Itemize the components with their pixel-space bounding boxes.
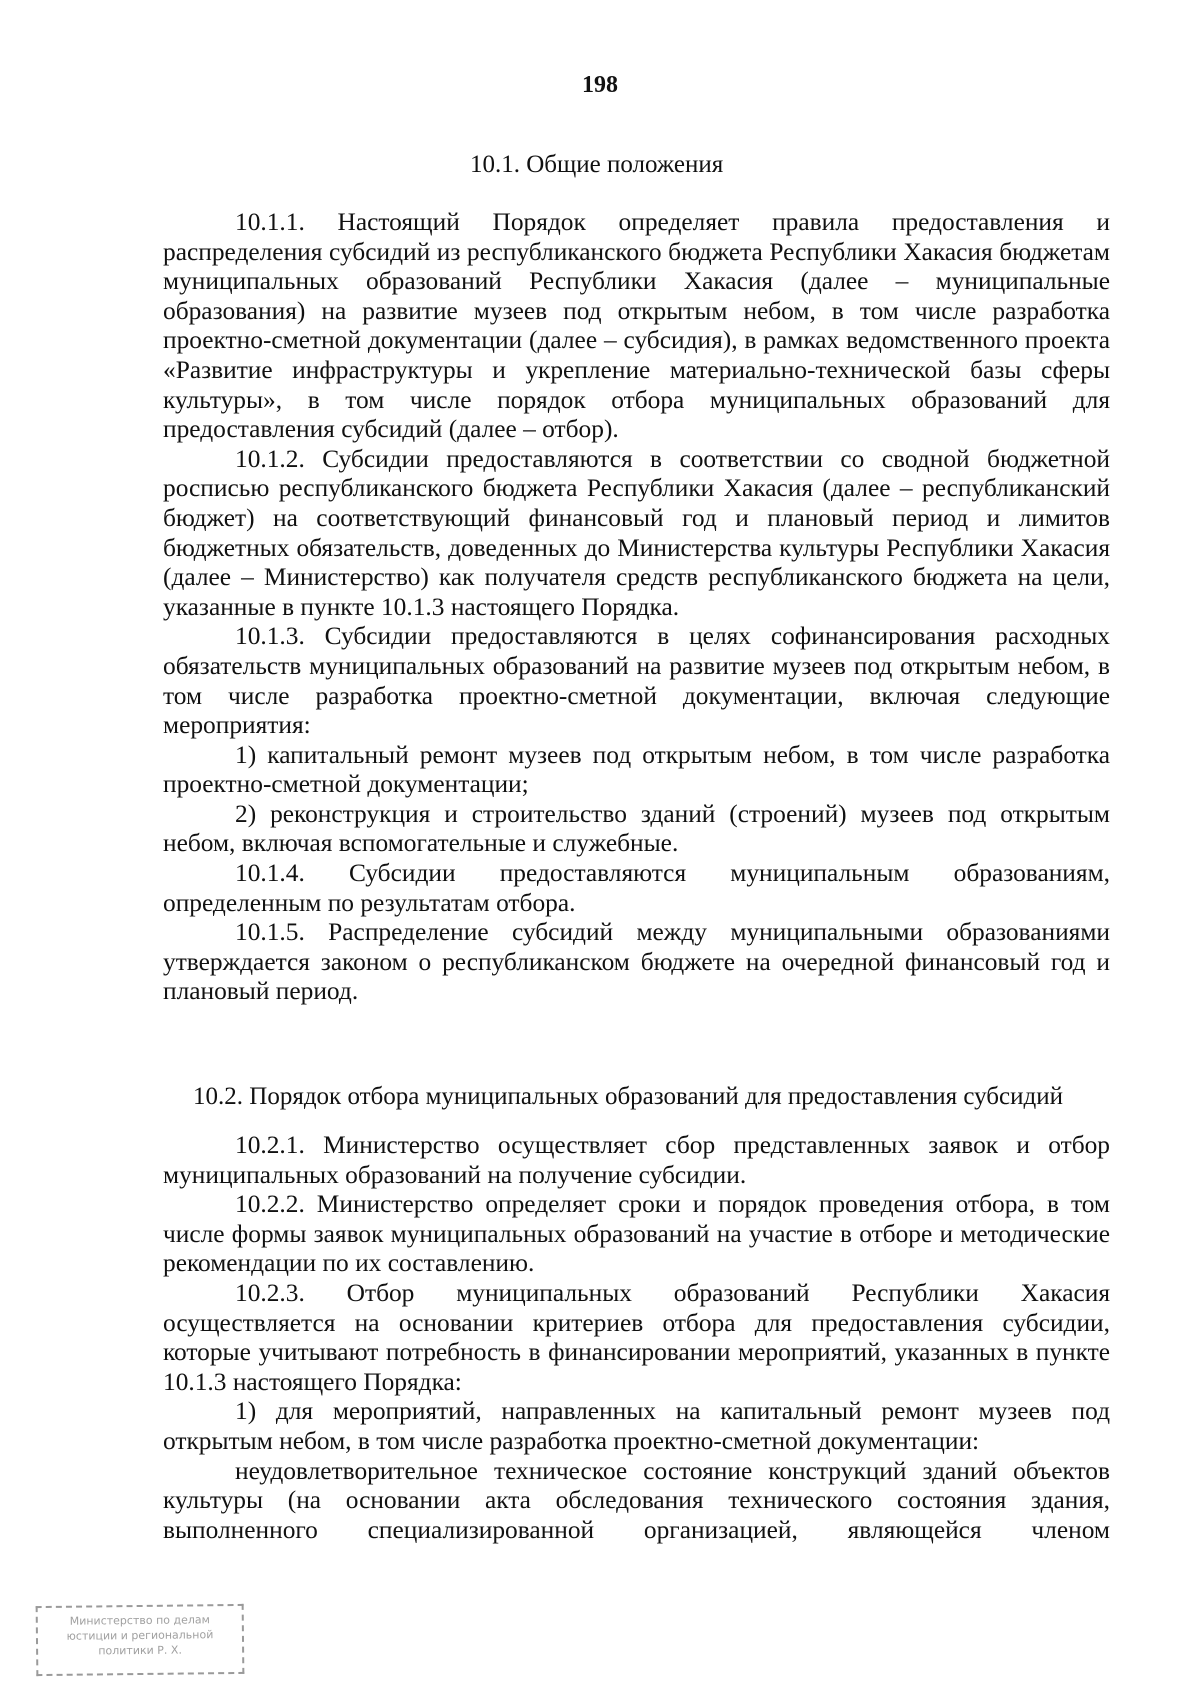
- list-item-reconstruction: 2) реконструкция и строительство зданий (строений) музеев под открытым небом, включая вспомогательные и служебные.: [163, 799, 1110, 858]
- list-item-capital-repair: 1) капитальный ремонт музеев под открытым небом, в том числе разработка проектно-сметной документации;: [163, 740, 1110, 799]
- paragraph-10-1-4: 10.1.4. Субсидии предоставляются муниципальным образованиям, определенным по результатам отбора.: [163, 859, 1110, 917]
- registration-stamp: [36, 1604, 245, 1676]
- paragraph-10-1-1: 10.1.1. Настоящий Порядок определяет правила предоставления и распределения субсидий из республиканского бюджета Республики Хакасия бюджетам муниципальных образований Республики Хакасия (далее – муниципальные образования) на развитие музеев под открытым небом, в том числе разработка проектно-сметной документации (далее – субсидия), в рамках ведомственного проекта «Развитие инфраструктуры и укрепление материально-технической базы сферы культуры», в том числе порядок отбора муниципальных образований для предоставления субсидий (далее – отбор).: [163, 208, 1110, 444]
- criterion-unsatisfactory-condition: неудовлетворительное техническое состояние конструкций зданий объектов культуры (на основании акта обследования технического состояния здания, выполненного специализированной организацией, являющейся членом: [163, 1456, 1110, 1544]
- stamp-line: юстиции и региональной: [66, 1628, 214, 1643]
- paragraph-10-1-3: 10.1.3. Субсидии предоставляются в целях софинансирования расходных обязательств муниципальных образований на развитие музеев под открытым небом, в том числе разработка проектно-сметной документации, включая следующие мероприятия:: [163, 622, 1110, 740]
- paragraph-10-1-5: 10.1.5. Распределение субсидий между муниципальными образованиями утверждается законом о республиканском бюджете на очередной финансовый год и плановый период.: [163, 918, 1110, 1006]
- paragraph-10-2-3: 10.2.3. Отбор муниципальных образований Республики Хакасия осуществляется на основании критериев отбора для предоставления субсидии, которые учитывают потребность в финансировании мероприятий, указанных в пункте 10.1.3 настоящего Порядка:: [163, 1278, 1110, 1396]
- stamp-line: политики Р. Х.: [98, 1643, 182, 1658]
- section-general-body: [163, 208, 1110, 1007]
- section-heading-selection: 10.2. Порядок отбора муниципальных образований для предоставления субсидий: [193, 1083, 1063, 1110]
- section-selection-body: [163, 1131, 1110, 1545]
- page-number: 198: [582, 72, 618, 98]
- paragraph-10-1-2: 10.1.2. Субсидии предоставляются в соответствии со сводной бюджетной росписью республиканского бюджета Республики Хакасия (далее – республиканский бюджет) на соответствующий финансовый год и плановый период и лимитов бюджетных обязательств, доведенных до Министерства культуры Республики Хакасия (далее – Министерство) как получателя средств республиканского бюджета на цели, указанные в пункте 10.1.3 настоящего Порядка.: [163, 444, 1110, 621]
- paragraph-10-2-2: 10.2.2. Министерство определяет сроки и порядок проведения отбора, в том числе формы заявок муниципальных образований на участие в отборе и методические рекомендации по их составлению.: [163, 1190, 1110, 1278]
- section-heading-general: 10.1. Общие положения: [470, 151, 724, 178]
- paragraph-10-2-1: 10.2.1. Министерство осуществляет сбор представленных заявок и отбор муниципальных образований на получение субсидии.: [163, 1131, 1110, 1189]
- stamp-line: Министерство по делам: [69, 1613, 210, 1628]
- list-item-capital-repair-criteria: 1) для мероприятий, направленных на капитальный ремонт музеев под открытым небом, в том числе разработка проектно-сметной документации:: [163, 1397, 1110, 1455]
